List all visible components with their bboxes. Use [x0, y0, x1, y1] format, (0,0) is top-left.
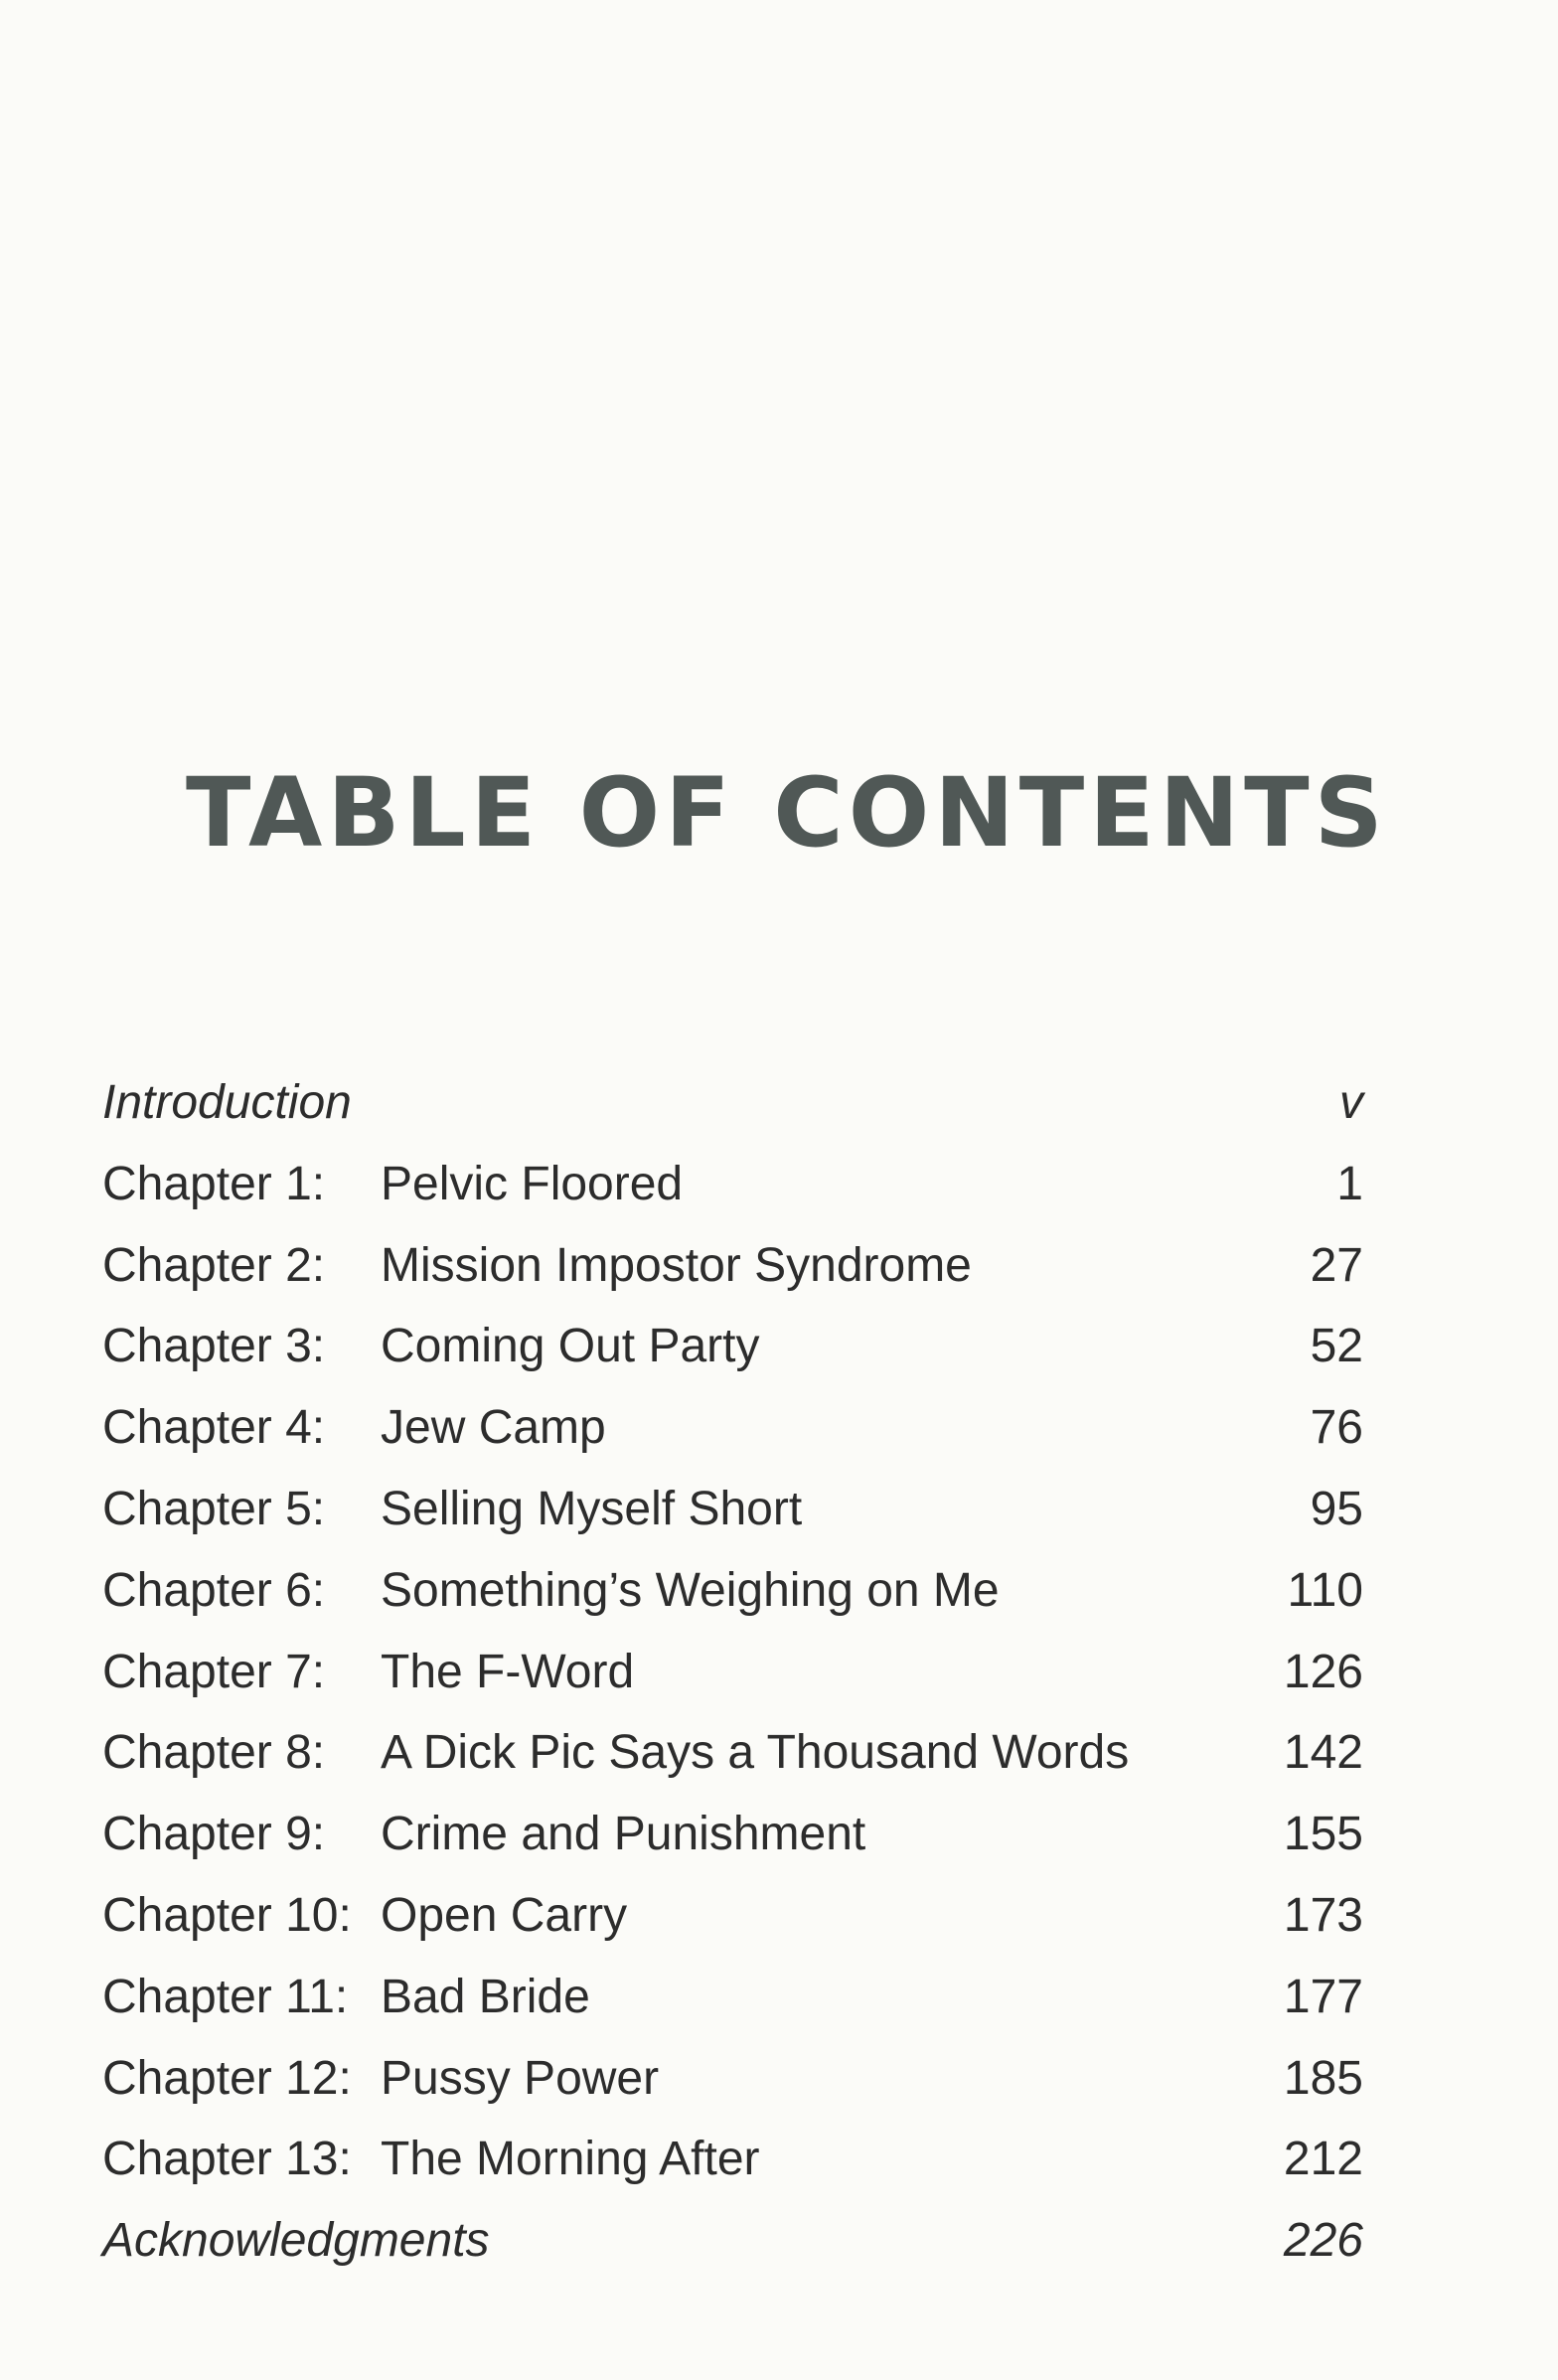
toc-entry-title: Open Carry: [381, 1888, 628, 1942]
toc-entry-page-number: 52: [1310, 1320, 1363, 1373]
toc-entry-label: Chapter 11:: [102, 1970, 349, 2023]
toc-entry-page-number: 226: [1283, 2214, 1363, 2268]
toc-entry-label: Chapter 5:: [102, 1482, 326, 1535]
toc-entry-title: Crime and Punishment: [381, 1808, 866, 1861]
toc-entry: [99, 1723, 1363, 1805]
page-title: TABLE OF CONTENTS: [186, 757, 1388, 869]
toc-entry: [99, 1643, 1363, 1724]
toc-entry: [99, 1805, 1363, 1886]
toc-entry: [99, 1236, 1363, 1318]
toc-entry-page-number: 110: [1287, 1563, 1363, 1617]
toc-entry: [99, 2130, 1363, 2211]
toc-entry-label: Chapter 4:: [102, 1401, 326, 1455]
toc-entry-title: Mission Impostor Syndrome: [381, 1238, 972, 1292]
toc-entry-title: Jew Camp: [381, 1401, 606, 1455]
toc-entry-label: Chapter 7:: [102, 1645, 326, 1698]
toc-entry-label: Chapter 3:: [102, 1320, 326, 1373]
toc-entry-page-number: 177: [1283, 1970, 1363, 2023]
toc-entry-label: Chapter 2:: [102, 1238, 326, 1292]
toc-entry: [99, 1886, 1363, 1968]
toc-entry: [99, 1480, 1363, 1561]
toc-entry-page-number: 1: [1336, 1157, 1363, 1210]
toc-entry-label: Chapter 9:: [102, 1808, 326, 1861]
toc-entry-page-number: 27: [1310, 1238, 1363, 1292]
toc-entry-title: Pussy Power: [381, 2051, 660, 2105]
toc-entry-label: Chapter 12:: [102, 2051, 352, 2105]
toc-entry-page-number: 126: [1283, 1645, 1363, 1698]
toc-entry-page-number: 142: [1283, 1726, 1363, 1780]
toc-entry: [99, 2049, 1363, 2131]
toc-entry-title: Pelvic Floored: [381, 1157, 684, 1210]
toc-entry-title: Bad Bride: [381, 1970, 590, 2023]
toc-entry-label: Chapter 1:: [102, 1157, 326, 1210]
toc-entry-label: Introduction: [102, 1076, 352, 1129]
toc-entry-page-number: 155: [1283, 1808, 1363, 1861]
toc-entry-title: Something’s Weighing on Me: [381, 1563, 1000, 1617]
toc-entry-label: Chapter 8:: [102, 1726, 326, 1780]
toc-entry-label: Acknowledgments: [102, 2214, 490, 2268]
toc-entry-title: Coming Out Party: [381, 1320, 760, 1373]
toc-entry-label: Chapter 6:: [102, 1563, 326, 1617]
toc-entry: [99, 2211, 1363, 2293]
toc-entry-page-number: 212: [1283, 2133, 1363, 2186]
toc-entry-page-number: 185: [1283, 2051, 1363, 2105]
toc-entry: [99, 1155, 1363, 1236]
toc-entry-title: A Dick Pic Says a Thousand Words: [381, 1726, 1130, 1780]
toc-list: [99, 1073, 1363, 2293]
toc-entry-label: Chapter 10:: [102, 1888, 352, 1942]
toc-entry-page-number: v: [1339, 1076, 1363, 1129]
toc-entry: [99, 1073, 1363, 1155]
toc-entry: [99, 1317, 1363, 1398]
toc-entry-title: The F-Word: [381, 1645, 635, 1698]
toc-entry-page-number: 76: [1310, 1401, 1363, 1455]
toc-entry-title: The Morning After: [381, 2133, 760, 2186]
toc-entry: [99, 1561, 1363, 1643]
toc-entry: [99, 1968, 1363, 2049]
toc-entry-page-number: 95: [1310, 1482, 1363, 1535]
toc-entry-label: Chapter 13:: [102, 2133, 352, 2186]
toc-entry-page-number: 173: [1283, 1888, 1363, 1942]
toc-entry: [99, 1398, 1363, 1480]
toc-entry-title: Selling Myself Short: [381, 1482, 803, 1535]
